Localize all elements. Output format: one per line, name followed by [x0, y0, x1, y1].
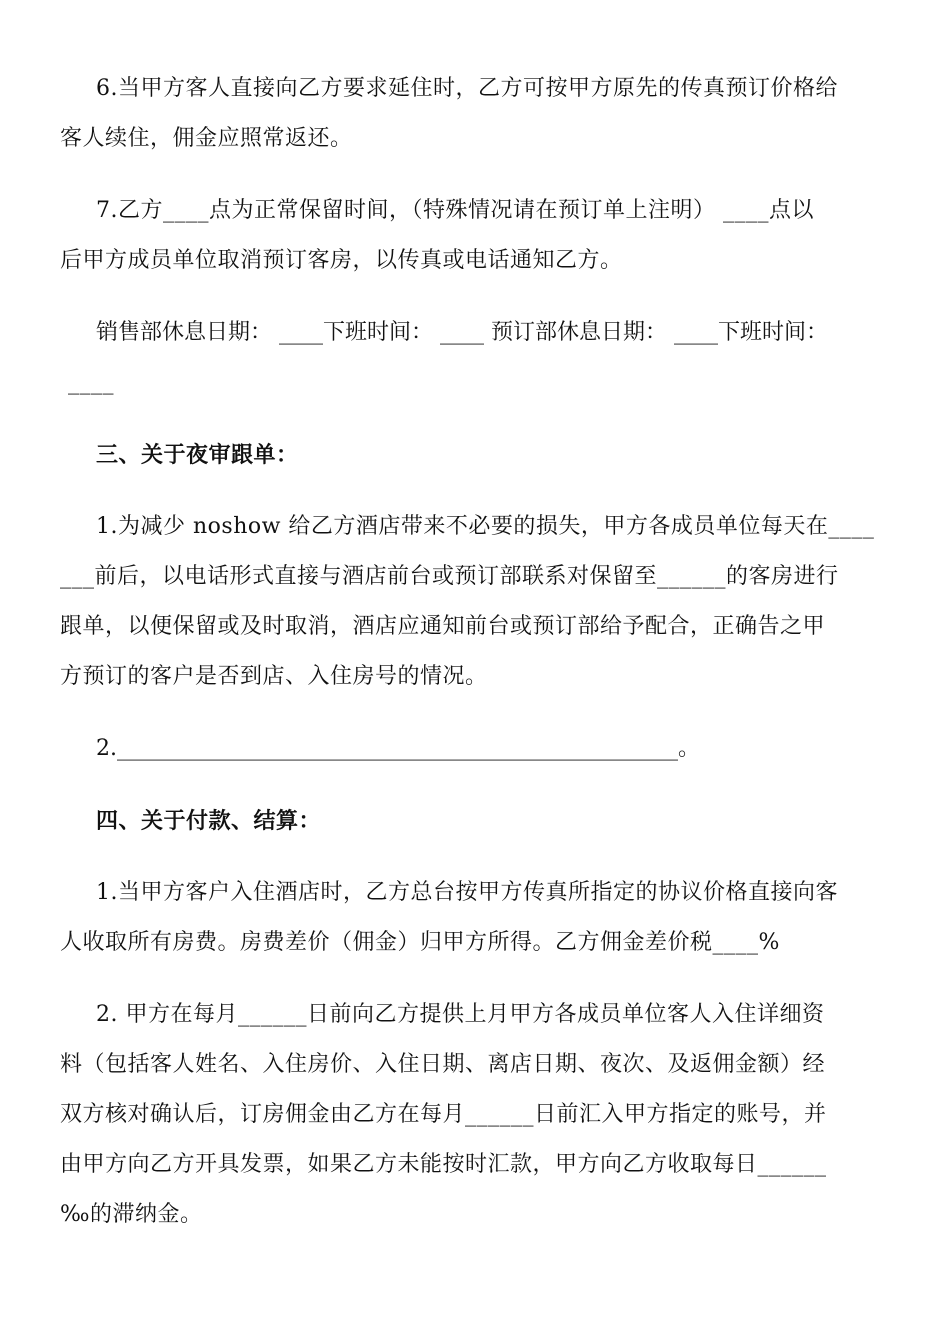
section-3-item-1-line-1: 1.为减少 noshow 给乙方酒店带来不必要的损失，甲方各成员单位每天在____ — [96, 514, 875, 539]
section-4-heading: 四、关于付款、结算： — [96, 808, 322, 834]
section-4-item-1-line-2: 人收取所有房费。房费差价（佣金）归甲方所得。乙方佣金差价税____% — [60, 930, 780, 955]
section-4-item-2-line-2: 料（包括客人姓名、入住房价、入住日期、离店日期、夜次、及返佣金额）经 — [60, 1052, 826, 1077]
section-4-item-2-line-3: 双方核对确认后，订房佣金由乙方在每月______日前汇入甲方指定的账号，并 — [60, 1102, 827, 1127]
section-3-heading: 三、关于夜审跟单： — [96, 442, 299, 468]
paragraph-6-line-2: 客人续住，佣金应照常返还。 — [60, 126, 353, 151]
paragraph-6-line-1: 6.当甲方客人直接向乙方要求延住时，乙方可按甲方原先的传真预订价格给 — [96, 76, 838, 101]
rest-schedule-line: 销售部休息日期： ____下班时间： ____ 预订部休息日期： ____下班时间： — [96, 320, 828, 345]
section-4-item-2-line-1: 2. 甲方在每月______日前向乙方提供上月甲方各成员单位客人入住详细资 — [96, 1002, 825, 1027]
paragraph-7-line-1: 7.乙方____点为正常保留时间，（特殊情况请在预订单上注明） ____点以 — [96, 198, 814, 223]
section-4-item-2-line-4: 由甲方向乙方开具发票，如果乙方未能按时汇款，甲方向乙方收取每日______ — [60, 1152, 827, 1177]
section-3-item-1-line-4: 方预订的客户是否到店、入住房号的情况。 — [60, 664, 488, 689]
section-3-item-2: 2.___________________________________________________。 — [96, 736, 700, 761]
rest-schedule-blank: ____ — [68, 370, 114, 395]
paragraph-7-line-2: 后甲方成员单位取消预订客房，以传真或电话通知乙方。 — [60, 248, 623, 273]
section-3-item-1-line-3: 跟单，以便保留或及时取消，酒店应通知前台或预订部给予配合，正确告之甲 — [60, 614, 826, 639]
section-3-item-1-line-2: ___前后，以电话形式直接与酒店前台或预订部联系对保留至______的客房进行 — [60, 564, 839, 589]
section-4-item-1-line-1: 1.当甲方客户入住酒店时，乙方总台按甲方传真所指定的协议价格直接向客 — [96, 880, 838, 905]
section-4-item-2-line-5: ‰的滞纳金。 — [60, 1202, 203, 1227]
